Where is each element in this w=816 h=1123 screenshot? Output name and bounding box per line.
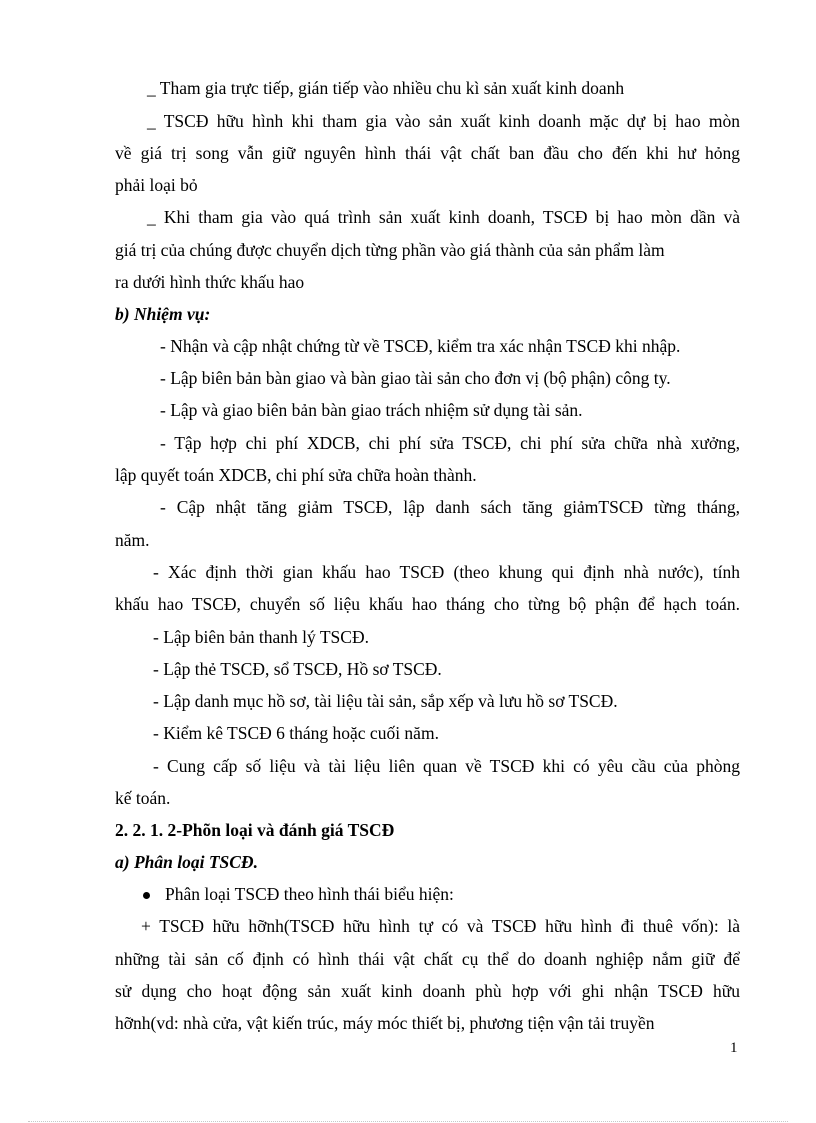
text-line: _ Tham gia trực tiếp, gián tiếp vào nhiều chu kì sản xuất kinh doanh [147,78,625,98]
list-item: - Xác định thời gian khấu hao TSCĐ (theo khung qui định nhà nước), tính [153,562,740,582]
section-heading: 2. 2. 1. 2-Phõn loại và đánh giá TSCĐ [115,820,395,840]
section-heading: b) Nhiệm vụ: [115,304,211,324]
list-item: - Lập danh mục hồ sơ, tài liệu tài sản, sắp xếp và lưu hồ sơ TSCĐ. [153,691,618,711]
text-line: _ TSCĐ hữu hình khi tham gia vào sản xuất kinh doanh mặc dự bị hao mòn [147,111,740,131]
list-item: - Lập và giao biên bản bàn giao trách nhiệm sử dụng tài sản. [160,400,583,420]
text-line: + TSCĐ hữu hỡnh(TSCĐ hữu hình tự có và TSCĐ hữu hình đi thuê vốn): là [141,916,740,936]
list-item: - Tập hợp chi phí XDCB, chi phí sửa TSCĐ, chi phí sửa chữa nhà xưởng, [160,433,740,453]
text-line: hỡnh(vd: nhà cửa, vật kiến trúc, máy móc thiết bị, phương tiện vận tải truyền [115,1013,655,1033]
text-line: ra dưới hình thức khấu hao [115,272,305,292]
list-item: - Lập thẻ TSCĐ, sổ TSCĐ, Hồ sơ TSCĐ. [153,659,442,679]
text-line: sử dụng cho hoạt động sản xuất kinh doanh phù hợp với ghi nhận TSCĐ hữu [115,981,740,1001]
text-line: phải loại bỏ [115,175,198,195]
text-line: lập quyết toán XDCB, chi phí sửa chữa hoàn thành. [115,465,477,485]
list-item: Phân loại TSCĐ theo hình thái biểu hiện: [165,884,454,904]
text-line: về giá trị song vẫn giữ nguyên hình thái vật chất ban đầu cho đến khi hư hỏng [115,143,740,163]
list-item: - Lập biên bản thanh lý TSCĐ. [153,627,369,647]
text-line: kế toán. [115,788,171,808]
list-item: - Kiểm kê TSCĐ 6 tháng hoặc cuối năm. [153,723,439,743]
bullet-icon [143,892,150,899]
list-item: - Cung cấp số liệu và tài liệu liên quan về TSCĐ khi có yêu cầu của phòng [153,756,740,776]
text-line: những tài sản cố định có hình thái vật chất cụ thể do doanh nghiệp nắm giữ để [115,949,740,969]
page-divider [28,1121,788,1122]
subsection-heading: a) Phân loại TSCĐ. [115,852,258,872]
list-item: - Lập biên bản bàn giao và bàn giao tài sản cho đơn vị (bộ phận) công ty. [160,368,671,388]
list-item: - Nhận và cập nhật chứng từ về TSCĐ, kiểm tra xác nhận TSCĐ khi nhập. [160,336,681,356]
list-item: - Cập nhật tăng giảm TSCĐ, lập danh sách tăng giảmTSCĐ từng tháng, [160,497,740,517]
page-number: 1 [730,1040,738,1056]
text-line: _ Khi tham gia vào quá trình sản xuất kinh doanh, TSCĐ bị hao mòn dần và [147,207,740,227]
text-line: giá trị của chúng được chuyển dịch từng phần vào giá thành của sản phẩm làm [115,240,665,260]
text-line: năm. [115,530,150,550]
text-line: khấu hao TSCĐ, chuyển số liệu khấu hao tháng cho từng bộ phận để hạch toán. [115,594,740,614]
